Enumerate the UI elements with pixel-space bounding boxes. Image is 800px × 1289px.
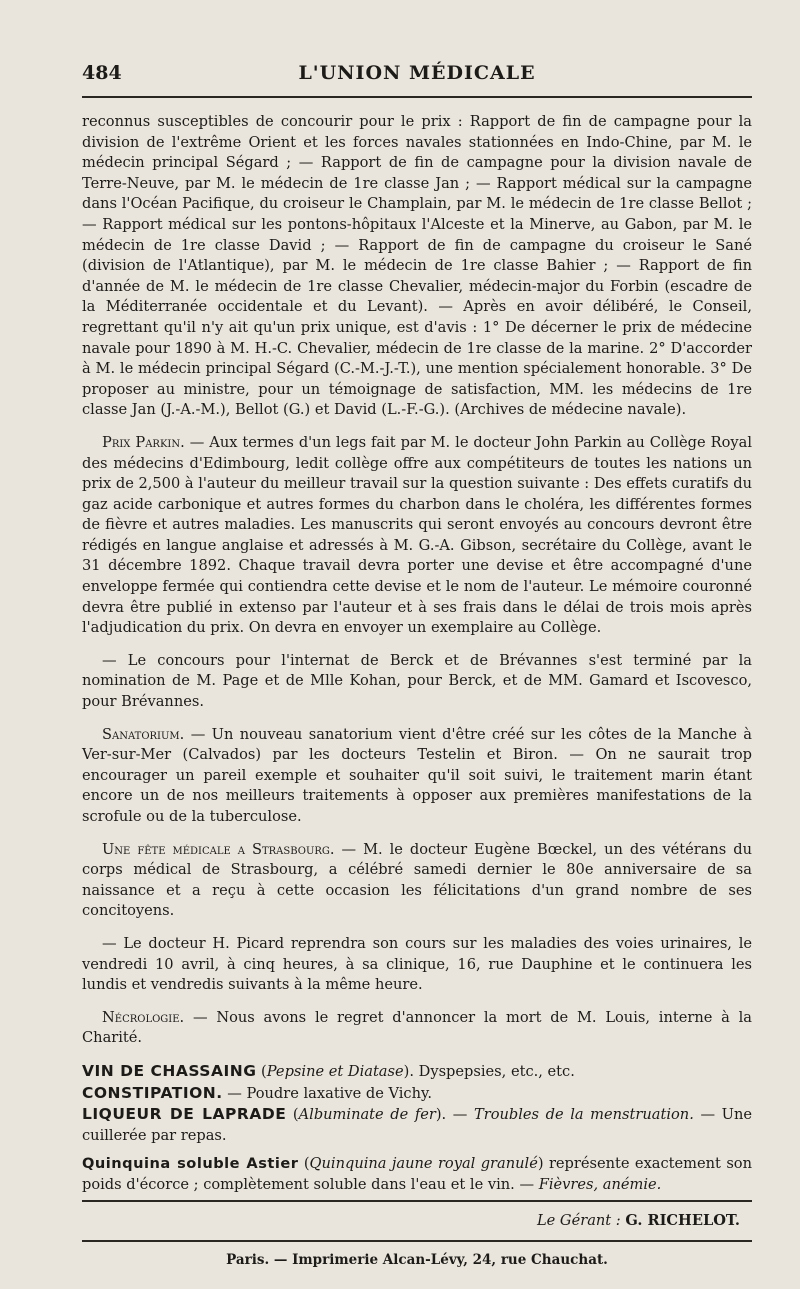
ad-text: Dyspepsies, etc., etc. (413, 1062, 575, 1080)
paragraph-prize-navale: reconnus susceptibles de concourir pour le prix : Rapport de fin de campagne pour la division de l'extrême Orient et les forces navales stationnées en Indo-Chine, par M. le médecin principal Ségard ; — Rapport de fin de campagne pour la division navale de Terre-Neuve, par M. le médecin de 1re classe Jan ; — Rapport médical sur la campagne dans l'Océan Pacifique, du croiseur le Champlain, par M. le médecin de 1re classe Bellot ; — Rapport médical sur les pontons-hôpitaux l'Alceste et la Minerve, au Gabon, par M. le médecin de 1re classe David ; — Rapport de fin de campagne du croiseur le Sané (division de l'Atlantique), par M. le médecin de 1re classe Bahier ; — Rapport de fin d'année de M. le médecin de 1re classe Chevalier, médecin-major du Forbin (escadre de la Méditerranée occidentale et du Levant). — Après en avoir délibéré, le Conseil, regrettant qu'il n'y ait qu'un prix unique, est d'avis : 1° De décerner le prix de médecine navale pour 1890 à M. H.-C. Chevalier, médecin de 1re classe de la marine. 2° D'accorder à M. le médecin principal Ségard (C.-M.-J.-T.), une mention spécialement honorable. 3° De proposer au ministre, pour un témoignage de satisfaction, MM. les médecins de 1re classe Jan (J.-A.-M.), Bellot (G.) et David (L.-F.-G.). (Archives de médecine navale). (82, 113, 752, 419)
paragraph-lead: Nécrologie. (102, 1008, 185, 1026)
page-number: 484 (82, 62, 122, 84)
ad-constipation (82, 1083, 752, 1105)
page-header (82, 62, 752, 92)
paragraph-sanatorium (82, 725, 752, 828)
paragraph-lead: Sanatorium. (102, 725, 185, 743)
ad-text: représente exactement son poids d'écorce ; complètement soluble dans l'eau et le vin. — (82, 1155, 752, 1193)
paragraph-necrologie (82, 1008, 752, 1049)
signature (537, 1212, 740, 1229)
ad-text: — Poudre laxative de Vichy. (222, 1084, 432, 1102)
paragraph-prix-parkin (82, 433, 752, 639)
paragraph-lead: Prix Parkin. (102, 433, 185, 451)
signature-name: G. RICHELOT. (625, 1212, 740, 1229)
signature-label: Le Gérant : (536, 1212, 621, 1229)
imprint-line: Paris. — Imprimerie Alcan-Lévy, 24, rue Chauchat. (226, 1252, 608, 1268)
ad-paren: Albuminate de fer (298, 1106, 436, 1124)
paragraph-text: — M. le docteur Eugène Bœckel, un des vétérans du corps médical de Strasbourg, a célébré samedi dernier le 80e anniversaire de sa naissance et a reçu à cette occasion les félicitations d'un grand nombre de ses concitoyens. (82, 840, 752, 920)
ad-paren: Pepsine et Diatase (266, 1062, 404, 1080)
ad-italic: Fièvres, anémie. (538, 1175, 662, 1193)
ad-vin-chassaing: VIN DE CHASSAING (Pepsine et Diatase). Dyspepsies, etc., etc. (82, 1061, 575, 1080)
article-body (82, 112, 752, 1196)
footer-rule-bottom (82, 1240, 752, 1242)
ad-paren: Quinquina jaune royal granulé (309, 1155, 538, 1173)
ad-heading: CONSTIPATION. (82, 1083, 223, 1102)
ad-italic: Troubles de la menstruation. (474, 1106, 694, 1124)
ad-heading: Quinquina soluble Astier (82, 1155, 299, 1173)
ad-heading: VIN DE CHASSAING (82, 1061, 257, 1080)
ad-text: Une cuillerée par repas. (82, 1106, 752, 1144)
paragraph-text: — Un nouveau sanatorium vient d'être créé sur les côtes de la Manche à Ver-sur-Mer (Calvados) par les docteurs Testelin et Biron. — On ne saurait trop encourager un pareil exemple et souhaiter qu'il soit suivi, le traitement marin étant encore un de nos meilleurs traitements à opposer aux premières manifestations de la scrofule ou de la tuberculose. (82, 725, 752, 825)
paragraph-text: — Aux termes d'un legs fait par M. le docteur John Parkin au Collège Royal des médecins d'Edimbourg, ledit collège offre aux compétiteurs de toutes les nations un prix de 2,500 à l'auteur du meilleur travail sur la question suivante : Des effets curatifs du gaz acide carbonique et autres formes du charbon dans le choléra, les différentes formes de fièvre et autres maladies. Les manuscrits qui seront envoyés au concours devront être rédigés en langue anglaise et adressés à M. G.-A. Gibson, secrétaire du Collège, avant le 31 décembre 1892. Chaque travail devra porter une devise et être accompagné d'une enveloppe fermée qui contiendra cette devise et le nom de l'auteur. Le mémoire couronné devra être publié in extenso par l'auteur et à ses frais dans le délai de trois mois après l'adjudication du prix. On devra en envoyer un exemplaire au Collège. (82, 433, 752, 637)
paragraph-picard: — Le docteur H. Picard reprendra son cours sur les maladies des voies urinaires, le vendredi 10 avril, à cinq heures, à sa clinique, 16, rue Dauphine et le continuera les lundis et vendredis suivants à la même heure. (82, 934, 752, 994)
ad-liqueur-laprade: LIQUEUR DE LAPRADE (Albuminate de fer). — Troubles de la menstruation. — Une cuillerée par repas. (82, 1105, 752, 1144)
paragraph-lead: Une fête médicale a Strasbourg. (102, 840, 335, 858)
paragraph-internat: — Le concours pour l'internat de Berck et de Brévannes s'est terminé par la nomination de M. Page et de Mlle Kohan, pour Berck, et de MM. Gamard et Iscovesco, pour Brévannes. (82, 651, 752, 711)
paragraph-text: — Nous avons le regret d'annoncer la mort de M. Louis, interne à la Charité. (82, 1008, 752, 1047)
running-title: L'UNION MÉDICALE (298, 62, 536, 84)
header-rule (82, 96, 752, 98)
ad-quinquina-astier: Quinquina soluble Astier (Quinquina jaune royal granulé) représente exactement son poids d'écorce ; complètement soluble dans l'eau et le vin. — Fièvres, anémie. (82, 1155, 752, 1193)
ad-heading: LIQUEUR DE LAPRADE (82, 1105, 287, 1124)
footer-rule-top (82, 1200, 752, 1202)
paragraph-fete-strasbourg (82, 840, 752, 922)
